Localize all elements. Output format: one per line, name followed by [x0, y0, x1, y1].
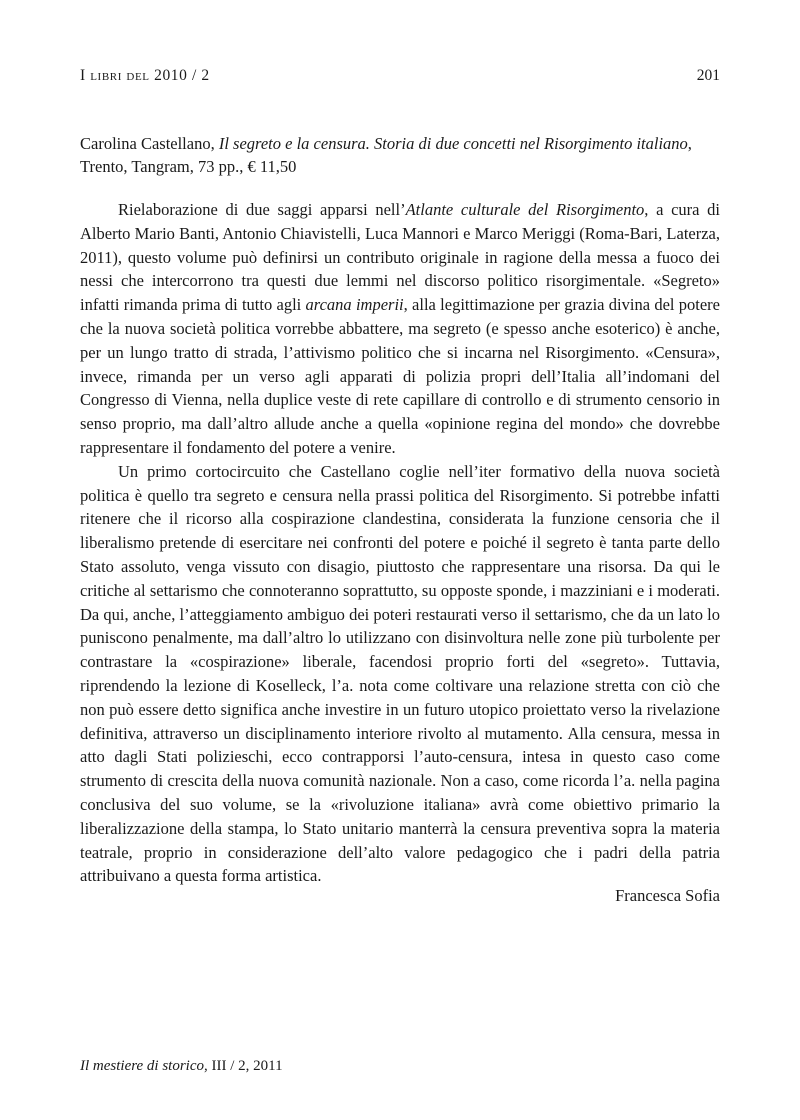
citation-title: Il segreto e la censura. Storia di due concetti nel Risorgimento italiano: [218, 134, 688, 153]
italic-text: arcana imperii: [305, 295, 404, 315]
paragraph: Un primo cortocircuito che Castellano coglie nell’iter formativo della nuova società politica è quello tra segreto e censura nella prassi politica del Risorgimento. Si potrebbe infatti ritenere che il ricorso alla cospirazione clandestina, considerata la funzione censoria che il liberalismo pretende di esercitare nei confronti del potere e poiché il segreto è tanta parte dello Stato assoluto, venga vissuto con disagio, piuttosto che rappresentare una risorsa. Da qui le critiche al settarismo che connoteranno soprattutto, su opposte sponde, i mazziniani e i moderati. Da qui, anche, l’atteggiamento ambiguo dei poteri restaurati verso il settarismo, che da un lato lo puniscono penalmente, ma dall’altro lo utilizzano con disinvoltura nelle zone più turbolente per contrastare la «cospirazione» liberale, facendosi proprio forti del «segreto». Tuttavia, riprendendo la lezione di Koselleck, l’a. nota come coltivare una relazione stretta con ciò che non può essere detto significa anche investire in un futuro utopico proiettato verso la rivelazione definitiva, attraverso un disciplinamento interiore rivolto al mutamento. Alla censura, messa in atto dagli Stati polizieschi, ecco contrapporsi l’auto-censura, intesa in questo caso come strumento di crescita della nuova comunità nazionale. Non a caso, come ricorda l’a. nella pagina conclusiva del suo volume, se la «rivoluzione italiana» avrà come obiettivo primario la liberalizzazione della stampa, lo Stato unitario manterrà la censura preventiva sopra la materia teatrale, proprio in considerazione dell’alto valore pedagogico che i padri della patria attribuivano a questa forma artistica.: [80, 461, 720, 886]
reviewer-signature: Francesca Sofia: [615, 886, 720, 905]
citation-author: Carolina Castellano,: [80, 134, 219, 153]
running-title: I libri del 2010 / 2: [80, 67, 210, 84]
italic-text: Atlante culturale del Risorgimento: [405, 200, 645, 219]
citation-publication: , Trento, Tangram, 73 pp., € 11,50: [80, 134, 692, 177]
running-head: [80, 66, 720, 86]
journal-issue: , III / 2, 2011: [204, 1058, 283, 1074]
page-number: 201: [696, 67, 720, 84]
journal-title: Il mestiere di storico: [80, 1058, 205, 1074]
book-citation: [80, 132, 720, 179]
page-footer: [80, 1056, 283, 1076]
paragraph: Rielaborazione di due saggi apparsi nell’Atlante culturale del Risorgimento, a cura di Alberto Mario Banti, Antonio Chiavistelli, Luca Mannori e Marco Meriggi (Roma-Bari, Laterza, 2011), questo volume può definirsi un contributo originale in ragione della messa a fuoco dei nessi che intercorrono tra questi due lemmi nel discorso politico risorgimentale. «Segreto» infatti rimanda prima di tutto agli arcana imperii, alla legittimazione per grazia divina del potere che la nuova società politica vorrebbe abbattere, ma segreto (e spesso anche esoterico) è anche, per un lungo tratto di strada, l’attivismo politico che si incarna nel Risorgimento. «Censura», invece, rimanda per un verso agli apparati di polizia propri dell’Italia all’indomani del Congresso di Vienna, nella duplice veste di rete capillare di controllo e di strumento censorio in senso proprio, ma dall’altro allude anche a quella «opinione regina del mondo» che dovrebbe rappresentare il fondamento del potere a venire.: [80, 200, 721, 457]
review-body: [80, 198, 720, 888]
